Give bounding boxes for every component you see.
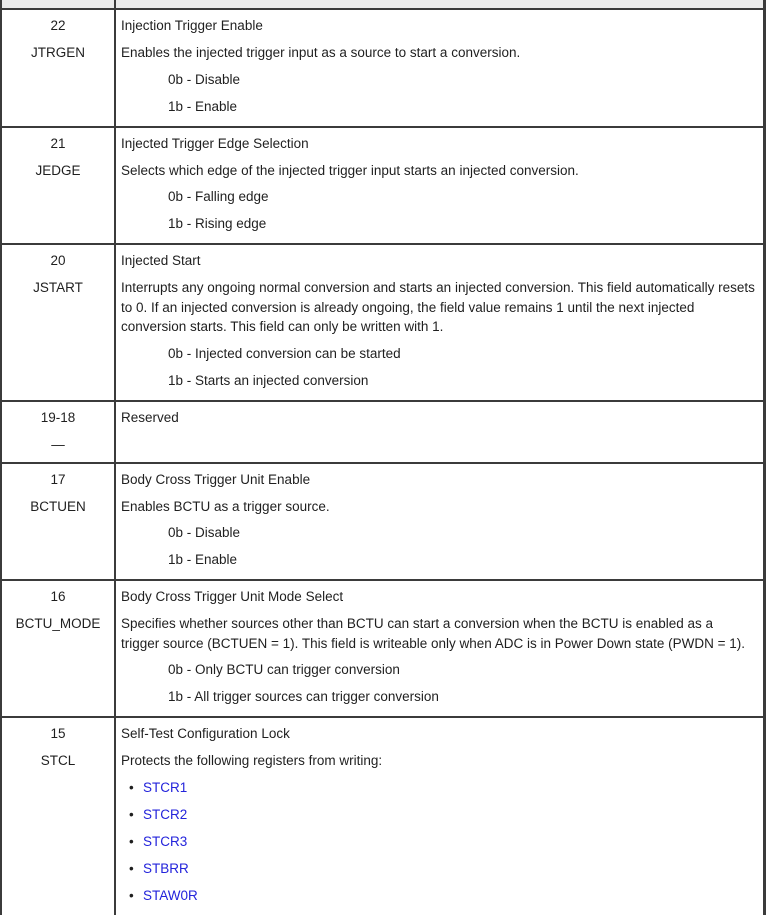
field-bit-range: 17 — [50, 471, 66, 487]
register-link[interactable]: STCR3 — [143, 833, 188, 849]
field-description-cell — [116, 402, 763, 462]
register-link[interactable]: STAW0R — [143, 887, 198, 903]
table-row — [2, 10, 763, 128]
field-description-cell — [116, 718, 763, 915]
field-value-option: 0b - Disable — [168, 71, 241, 87]
field-bit-range: 19-18 — [40, 409, 76, 425]
field-name: STCL — [40, 753, 76, 768]
field-description: Specifies whether sources other than BCTU can start a conversion when the BCTU is enabled as a trigger source (BCTUEN = 1). This field is writeable only when ADC is in Power Down state (PWDN = 1). — [121, 616, 745, 651]
field-value-option: 1b - Enable — [168, 552, 238, 567]
field-description: Interrupts any ongoing normal conversion and starts an injected conversion. This field automatically resets to 0. If an injected conversion is already ongoing, the field value remains 1 until the next injected conversion starts. This field can only be written with 1. — [121, 280, 755, 334]
field-value-option: 1b - Rising edge — [168, 216, 267, 231]
field-bit-range: 22 — [50, 18, 66, 33]
field-value-option: 1b - All trigger sources can trigger conversion — [168, 689, 439, 704]
field-name: JTRGEN — [31, 45, 85, 60]
field-value-option: 0b - Disable — [168, 525, 241, 540]
field-bits-cell — [2, 245, 116, 400]
field-bit-range: 21 — [50, 135, 66, 151]
table-header-partial — [0, 0, 766, 10]
register-link-item — [129, 805, 755, 825]
table-row — [2, 402, 763, 464]
field-title: Self-Test Configuration Lock — [121, 726, 290, 741]
field-description: Protects the following registers from writing: — [121, 753, 383, 768]
field-description-cell — [116, 581, 763, 716]
field-bits-cell — [2, 718, 116, 915]
table-row — [2, 464, 763, 582]
field-name: BCTUEN — [30, 498, 86, 514]
header-description-column-stub — [116, 0, 763, 8]
table-row — [2, 581, 763, 718]
field-bits-cell — [2, 10, 116, 126]
field-name: BCTU_MODE — [15, 616, 101, 631]
register-link-item — [129, 886, 755, 906]
field-description-cell — [116, 464, 763, 580]
register-link[interactable]: STBRR — [143, 860, 189, 876]
register-link-item — [129, 778, 755, 798]
register-link-item — [129, 832, 755, 852]
field-value-option: 0b - Only BCTU can trigger conversion — [168, 662, 400, 677]
field-bits-cell — [2, 581, 116, 716]
field-description: Enables the injected trigger input as a source to start a conversion. — [121, 45, 521, 60]
field-value-option: 0b - Falling edge — [168, 189, 269, 204]
field-bits-cell — [2, 402, 116, 462]
field-name: — — [51, 436, 65, 452]
register-link[interactable]: STCR2 — [143, 806, 188, 822]
field-bits-cell — [2, 128, 116, 244]
field-description: Selects which edge of the injected trigger input starts an injected conversion. — [121, 162, 579, 178]
register-field-table — [0, 10, 766, 915]
field-name: JSTART — [33, 280, 83, 295]
register-link-item — [129, 859, 755, 879]
field-bit-range: 16 — [50, 589, 66, 604]
field-title: Reserved — [121, 409, 179, 425]
field-title: Body Cross Trigger Unit Enable — [121, 471, 311, 487]
field-description-cell — [116, 245, 763, 400]
field-title: Injection Trigger Enable — [121, 18, 263, 33]
table-row — [2, 245, 763, 402]
field-value-option: 1b - Starts an injected conversion — [168, 372, 369, 388]
field-title: Injected Trigger Edge Selection — [121, 135, 309, 151]
table-row — [2, 128, 763, 246]
field-name: JEDGE — [35, 162, 81, 178]
header-field-column-stub — [2, 0, 116, 8]
field-value-option: 1b - Enable — [168, 98, 238, 114]
field-description-cell — [116, 10, 763, 126]
field-description: Enables BCTU as a trigger source. — [121, 498, 330, 514]
field-bit-range: 20 — [50, 253, 66, 268]
field-bits-cell — [2, 464, 116, 580]
table-row — [2, 718, 763, 915]
register-link[interactable]: STCR1 — [143, 779, 188, 795]
field-description-cell — [116, 128, 763, 244]
field-value-option: 0b - Injected conversion can be started — [168, 345, 401, 361]
field-bit-range: 15 — [50, 726, 66, 741]
field-title: Injected Start — [121, 253, 201, 268]
field-title: Body Cross Trigger Unit Mode Select — [121, 589, 344, 604]
